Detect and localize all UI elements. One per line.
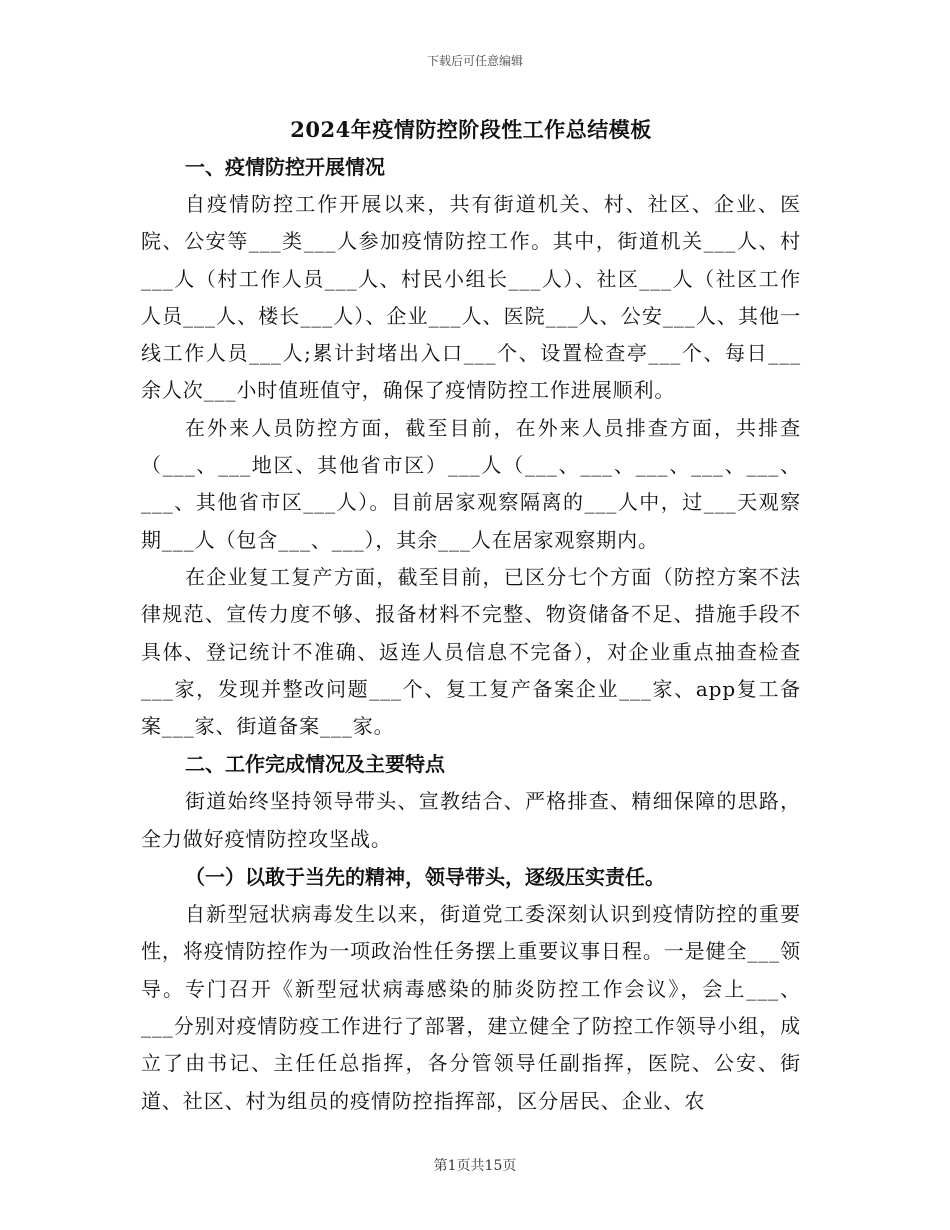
paragraph: 在企业复工复产方面，截至目前，已区分七个方面（防控方案不法律规范、宣传力度不够、报备材料不完整、物资储备不足、措施手段不具体、登记统计不准确、返连人员信息不完备），对企业重点抽查检查___家，发现并整改问题___个、复工复产备案企业___家、app复工备案___家、街道备案___家。 [141, 564, 801, 739]
paragraph: 街道始终坚持领导带头、宣教结合、严格排查、精细保障的思路，全力做好疫情防控攻坚战。 [141, 789, 801, 851]
paragraph: 自疫情防控工作开展以来，共有街道机关、村、社区、企业、医院、公安等___类___人参加疫情防控工作。其中，街道机关___人、村___人（村工作人员___人、村民小组长___人）、社区___人（社区工作人员___人、楼长___人）、企业___人、医院___人、公安___人、其他一线工作人员___人;累计封堵出入口___个、设置检查亭___个、每日___余人次___小时值班值守，确保了疫情防控工作进展顺利。 [141, 192, 801, 403]
page-header-note: 下载后可任意编辑 [426, 54, 523, 68]
paragraph: 自新型冠状病毒发生以来，街道党工委深刻认识到疫情防控的重要性，将疫情防控作为一项政治性任务摆上重要议事日程。一是健全___领导。专门召开《新型冠状病毒感染的肺炎防控工作会议》，会上___、___分别对疫情防疫工作进行了部署，建立健全了防控工作领导小组，成立了由书记、主任任总指挥，各分管领导任副指挥，医院、公安、街道、社区、村为组员的疫情防控指挥部，区分居民、企业、农 [141, 902, 801, 1113]
page-footer: 第1页共15页 [433, 1158, 517, 1174]
section-heading-2: 二、工作完成情况及主要特点 [185, 752, 445, 777]
document-title: 2024年疫情防控阶段性工作总结模板 [290, 117, 652, 142]
document-body [141, 112, 801, 1120]
subsection-heading-1: （一）以敢于当先的精神，领导带头，逐级压实责任。 [185, 865, 665, 890]
paragraph: 在外来人员防控方面，截至目前，在外来人员排查方面，共排查（___、___地区、其他省市区）___人（___、___、___、___、___、___、其他省市区___人）。目前居家观察隔离的___人中，过___天观察期___人（包含___、___），其余___人在居家观察期内。 [141, 415, 801, 552]
section-heading-1: 一、疫情防控开展情况 [185, 155, 385, 179]
